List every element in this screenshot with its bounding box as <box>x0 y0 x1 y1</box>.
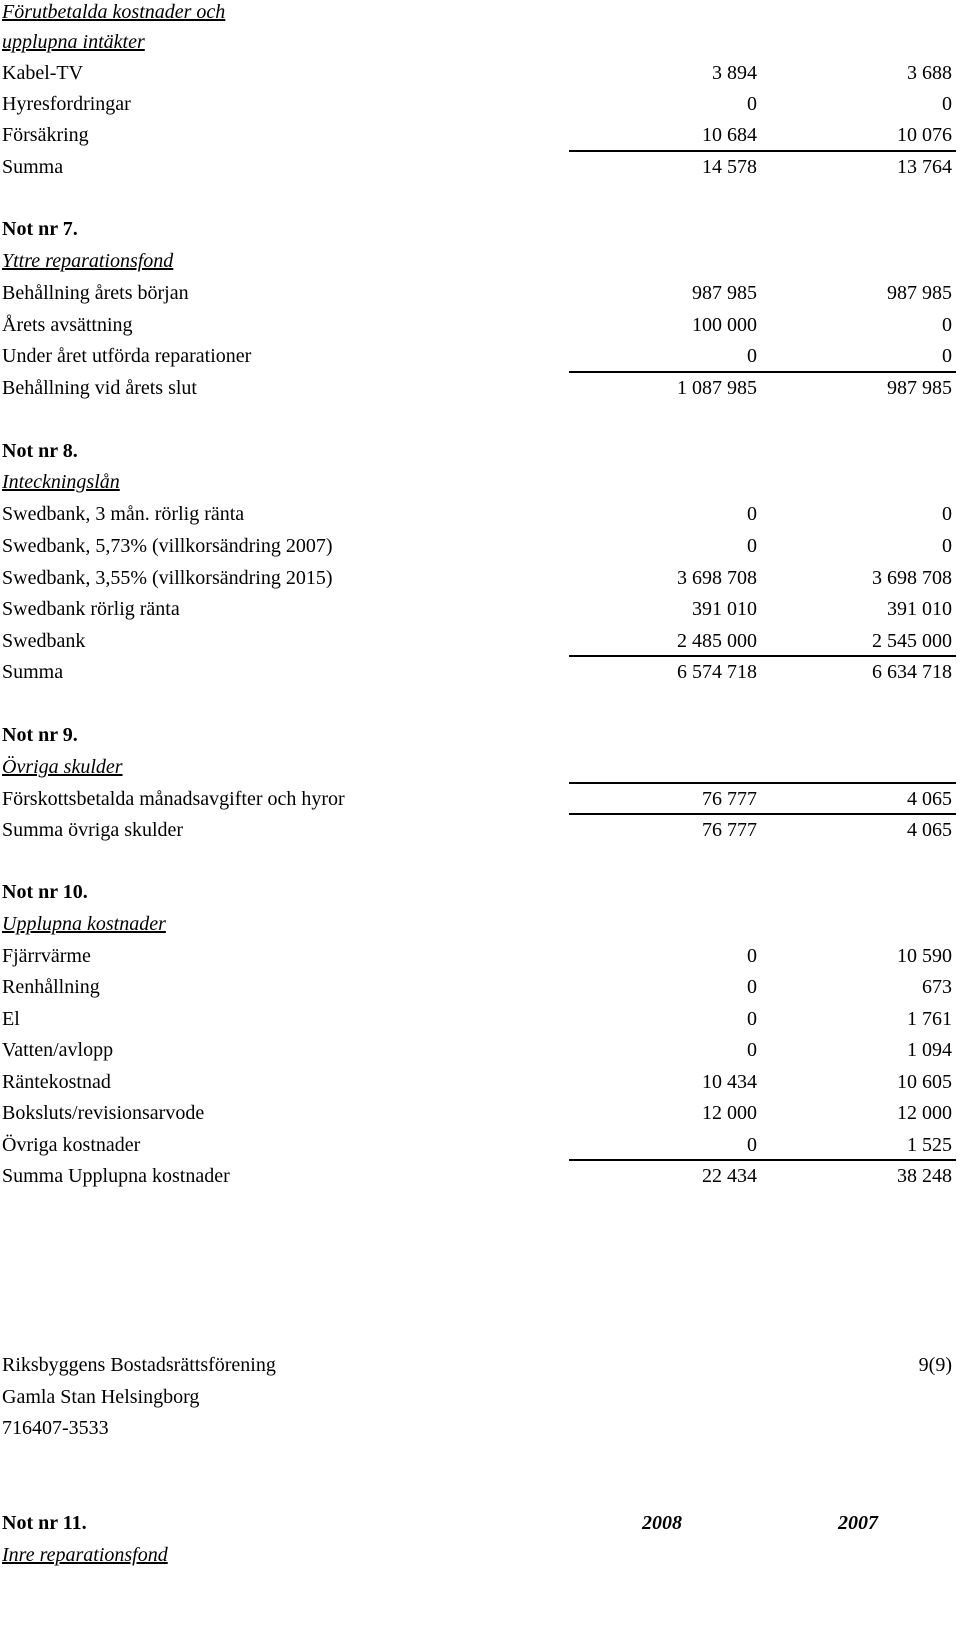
note-title: Inteckningslån <box>2 471 120 493</box>
note-title: Yttre reparationsfond <box>2 250 174 272</box>
row-label: Övriga kostnader <box>2 1134 141 1156</box>
total-value-2008: 14 578 <box>702 156 757 178</box>
row-value-2008: 391 010 <box>692 598 757 620</box>
row-value-2007: 3 688 <box>907 62 952 84</box>
row-value-2008: 2 485 000 <box>677 630 757 652</box>
row-value-2008: 0 <box>747 1039 757 1061</box>
total-label: Summa <box>2 156 64 178</box>
row-value-2008: 0 <box>747 945 757 967</box>
row-value-2008: 3 698 708 <box>677 567 757 589</box>
year-2007-header: 2007 <box>838 1512 878 1534</box>
total-label: Behållning vid årets slut <box>2 377 197 399</box>
row-value-2007: 4 065 <box>907 788 952 810</box>
total-value-2008: 22 434 <box>702 1165 757 1187</box>
row-label: Swedbank, 5,73% (villkorsändring 2007) <box>2 535 333 557</box>
row-value-2007: 0 <box>942 93 952 115</box>
row-label: Swedbank <box>2 630 86 652</box>
section-title-line1: Förutbetalda kostnader och <box>2 1 226 23</box>
row-value-2008: 0 <box>747 1134 757 1156</box>
row-value-2008: 100 000 <box>692 314 757 336</box>
row-value-2008: 0 <box>747 976 757 998</box>
row-label: Försäkring <box>2 124 89 146</box>
row-value-2008: 0 <box>747 1008 757 1030</box>
row-value-2008: 987 985 <box>692 282 757 304</box>
note-title: Övriga skulder <box>2 756 123 778</box>
row-label: Under året utförda reparationer <box>2 345 252 367</box>
total-value-2008: 6 574 718 <box>677 661 757 683</box>
total-label: Summa <box>2 661 64 683</box>
total-value-2008: 1 087 985 <box>677 377 757 399</box>
row-value-2007: 1 525 <box>907 1134 952 1156</box>
row-label: Hyresfordringar <box>2 93 131 115</box>
row-value-2007: 10 076 <box>897 124 952 146</box>
row-value-2008: 12 000 <box>702 1102 757 1124</box>
row-label: Behållning årets början <box>2 282 189 304</box>
row-value-2008: 10 684 <box>702 124 757 146</box>
row-value-2008: 76 777 <box>702 788 757 810</box>
note-heading: Not nr 11. <box>2 1512 87 1534</box>
page-indicator: 9(9) <box>918 1354 952 1376</box>
total-value-2007: 38 248 <box>897 1165 952 1187</box>
row-label: Boksluts/revisionsarvode <box>2 1102 205 1124</box>
row-label: Kabel-TV <box>2 62 84 84</box>
row-value-2007: 3 698 708 <box>872 567 952 589</box>
total-value-2007: 13 764 <box>897 156 952 178</box>
total-value-2007: 6 634 718 <box>872 661 952 683</box>
row-value-2007: 12 000 <box>897 1102 952 1124</box>
row-value-2007: 391 010 <box>887 598 952 620</box>
total-label: Summa Upplupna kostnader <box>2 1165 230 1187</box>
org-number: 716407-3533 <box>2 1417 109 1439</box>
year-2008-header: 2008 <box>642 1512 682 1534</box>
row-value-2008: 0 <box>747 345 757 367</box>
row-value-2008: 3 894 <box>712 62 757 84</box>
row-value-2007: 0 <box>942 345 952 367</box>
row-label: El <box>2 1008 20 1030</box>
row-value-2007: 1 761 <box>907 1008 952 1030</box>
row-value-2008: 10 434 <box>702 1071 757 1093</box>
row-label: Vatten/avlopp <box>2 1039 114 1061</box>
note-heading: Not nr 7. <box>2 218 78 240</box>
row-value-2007: 673 <box>922 976 952 998</box>
note-title: Inre reparationsfond <box>2 1544 168 1566</box>
row-value-2007: 0 <box>942 314 952 336</box>
note-heading: Not nr 8. <box>2 440 78 462</box>
row-label: Årets avsättning <box>2 314 133 336</box>
row-label: Swedbank, 3,55% (villkorsändring 2015) <box>2 567 333 589</box>
row-label: Swedbank rörlig ränta <box>2 598 180 620</box>
total-value-2008: 76 777 <box>702 819 757 841</box>
row-value-2007: 1 094 <box>907 1039 952 1061</box>
row-label: Fjärrvärme <box>2 945 91 967</box>
org-name-line2: Gamla Stan Helsingborg <box>2 1386 200 1408</box>
row-value-2008: 0 <box>747 503 757 525</box>
row-value-2007: 0 <box>942 535 952 557</box>
total-value-2007: 4 065 <box>907 819 952 841</box>
row-label: Renhållning <box>2 976 100 998</box>
note-title: Upplupna kostnader <box>2 913 166 935</box>
org-name: Riksbyggens Bostadsrättsförening <box>2 1354 276 1376</box>
total-value-2007: 987 985 <box>887 377 952 399</box>
row-value-2007: 0 <box>942 503 952 525</box>
row-value-2007: 10 605 <box>897 1071 952 1093</box>
note-heading: Not nr 9. <box>2 724 78 746</box>
row-value-2007: 10 590 <box>897 945 952 967</box>
row-label: Förskottsbetalda månadsavgifter och hyror <box>2 788 345 810</box>
note-heading: Not nr 10. <box>2 881 88 903</box>
total-label: Summa övriga skulder <box>2 819 184 841</box>
row-value-2007: 987 985 <box>887 282 952 304</box>
section-title-line2: upplupna intäkter <box>2 31 145 53</box>
row-value-2008: 0 <box>747 535 757 557</box>
row-value-2008: 0 <box>747 93 757 115</box>
row-label: Räntekostnad <box>2 1071 111 1093</box>
row-value-2007: 2 545 000 <box>872 630 952 652</box>
row-label: Swedbank, 3 mån. rörlig ränta <box>2 503 245 525</box>
